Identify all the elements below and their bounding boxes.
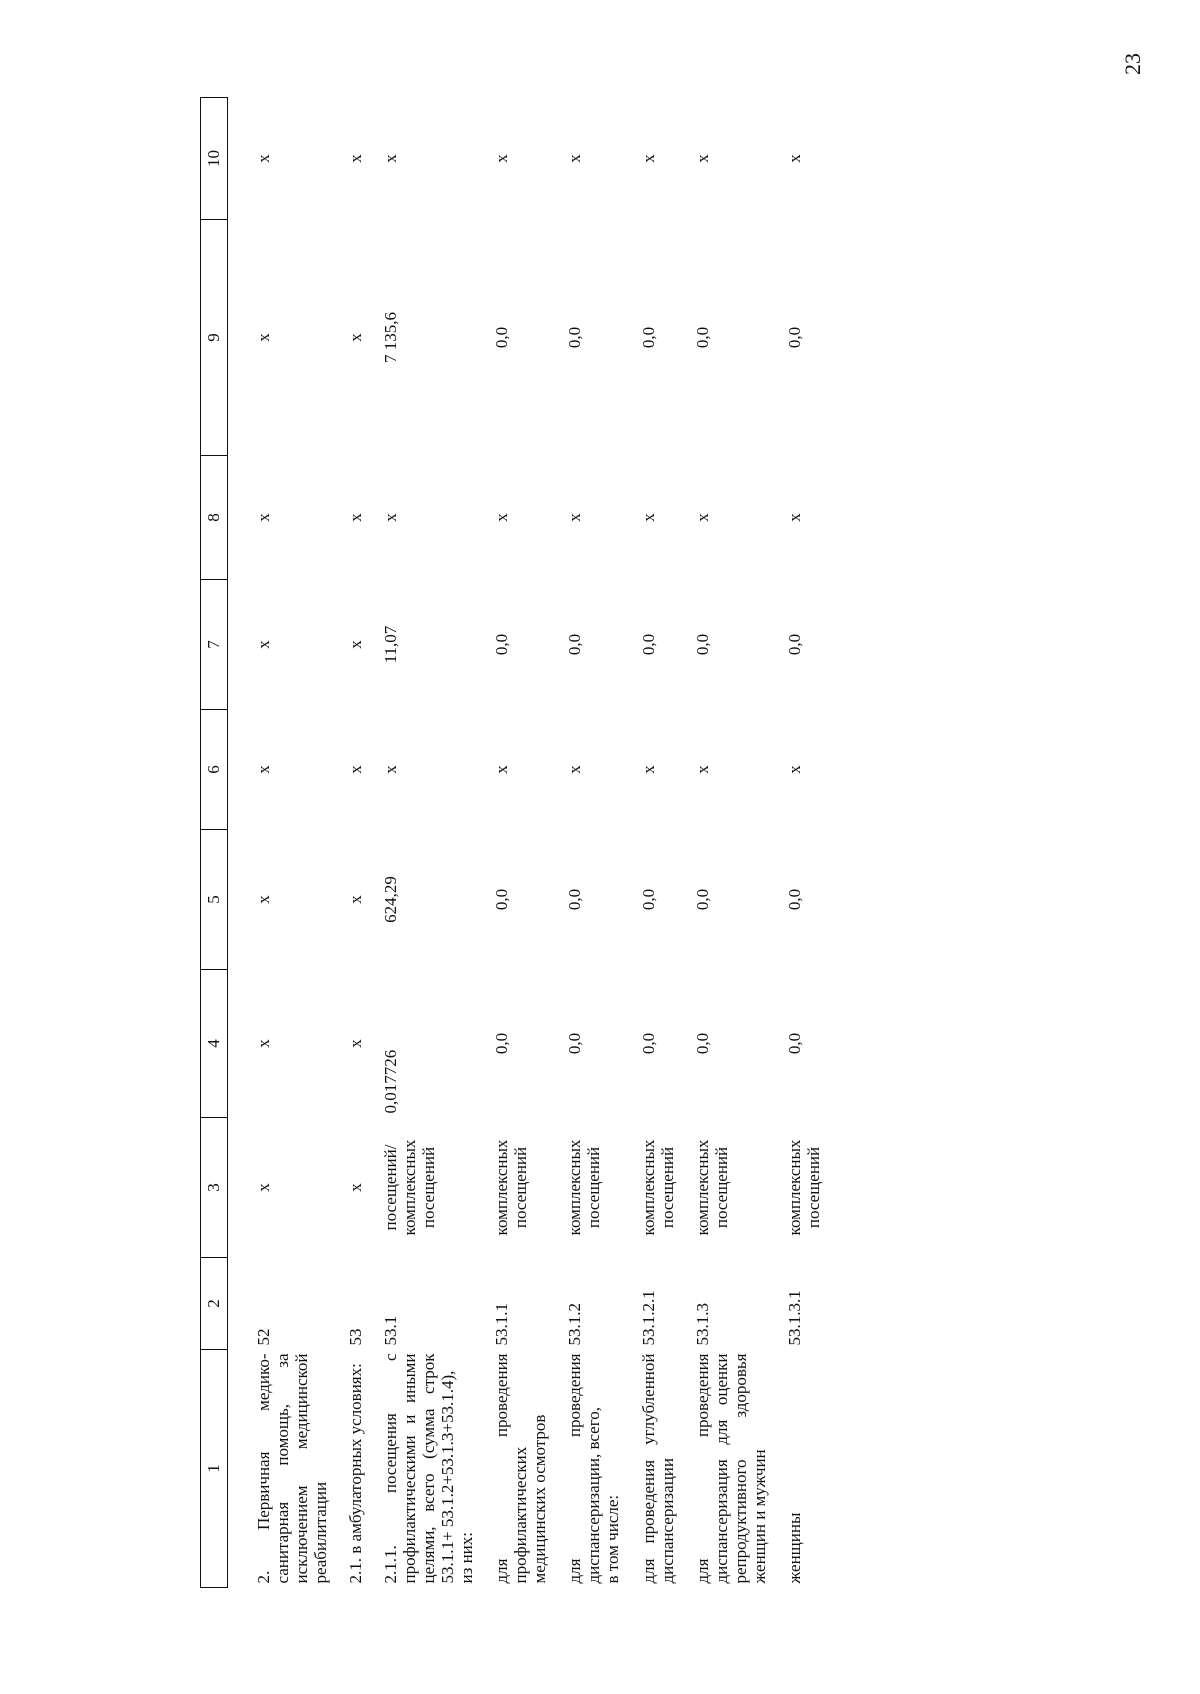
row-code: 53.1.2 (565, 1303, 585, 1346)
value-cell: x (784, 154, 804, 163)
value-cell: x (692, 154, 712, 163)
value-cell: 0,0 (638, 633, 658, 656)
value-cell: 0,0 (492, 633, 512, 656)
row-label-extra: в том числе: (603, 1494, 623, 1584)
value-cell: x (346, 640, 366, 649)
unit-cell: x (346, 1183, 366, 1192)
value-cell: x (254, 640, 273, 649)
value-cell: 0,0 (492, 1032, 512, 1055)
value-cell: x (565, 154, 585, 163)
value-cell: 0,0 (638, 888, 658, 911)
column-header-4: 4 (201, 970, 228, 1118)
column-header-9: 9 (201, 220, 228, 456)
value-cell: x (638, 765, 658, 774)
unit-cell: x (254, 1183, 273, 1192)
value-cell: x (492, 513, 512, 522)
unit-cell: посещений/ комплексных посещений (381, 1139, 439, 1236)
table-row (330, 98, 365, 1588)
value-cell: x (638, 513, 658, 522)
value-cell: 0,0 (638, 1032, 658, 1055)
value-cell: 7 135,6 (381, 312, 401, 363)
value-cell: 0,0 (565, 888, 585, 911)
data-table (200, 97, 823, 1588)
row-label: для проведения диспансеризация для оценки репродуктивного здоровья женщин и мужчин (692, 1353, 769, 1584)
value-cell: 0,0 (565, 326, 585, 349)
header-row (201, 98, 228, 1588)
value-cell: x (254, 154, 273, 163)
table-row (769, 98, 823, 1588)
value-cell: x (492, 154, 512, 163)
value-cell: x (346, 154, 366, 163)
column-header-2: 2 (201, 1258, 228, 1350)
row-label: 2. Первичная медико-санитарная помощь, за исключением медицинской реабилитации (254, 1353, 331, 1584)
value-cell: x (565, 765, 585, 774)
row-code: 53.1 (381, 1315, 401, 1346)
value-cell: x (692, 513, 712, 522)
column-header-6: 6 (201, 710, 228, 830)
value-cell: x (381, 513, 401, 522)
value-cell: 0,0 (638, 326, 658, 349)
row-code: 53.1.3 (692, 1303, 712, 1346)
table-row (228, 98, 331, 1588)
value-cell: x (254, 513, 273, 522)
column-header-10: 10 (201, 98, 228, 220)
row-label: 2.1.1. посещения с профилактическими и иными целями, всего (сумма строк 53.1.1+ 53.1.2+53.1.3+53.1.4), (381, 1353, 458, 1584)
value-cell: x (254, 1039, 273, 1048)
value-cell: x (638, 154, 658, 163)
value-cell: x (784, 513, 804, 522)
unit-cell: комплексных посещений (692, 1139, 731, 1236)
column-header-8: 8 (201, 456, 228, 580)
row-label: для проведения диспансеризации, всего, (565, 1353, 604, 1584)
table-row (623, 98, 677, 1588)
table-row (677, 98, 769, 1588)
value-cell: 0,0 (692, 633, 712, 656)
value-cell: 0,0 (784, 888, 804, 911)
rotated-table-container (200, 98, 1000, 1588)
value-cell: 11,07 (381, 625, 401, 664)
row-label: женщины (784, 1512, 804, 1584)
value-cell: 0,0 (492, 888, 512, 911)
value-cell: 0,0 (784, 633, 804, 656)
unit-cell: комплексных посещений (565, 1139, 604, 1236)
table-row (476, 98, 549, 1588)
value-cell: x (346, 333, 366, 342)
value-cell: x (346, 895, 366, 904)
row-label-cell (365, 1350, 476, 1588)
page-number: 23 (1120, 53, 1145, 75)
row-label: для проведения профилактических медицинских осмотров (492, 1353, 550, 1584)
value-cell: x (381, 765, 401, 774)
value-cell: 0,0 (565, 1032, 585, 1055)
row-code: 53 (346, 1328, 366, 1346)
value-cell: x (254, 765, 273, 774)
row-code: 53.1.3.1 (784, 1290, 804, 1346)
value-cell: 0,017726 (381, 1049, 401, 1114)
column-header-5: 5 (201, 830, 228, 970)
column-header-3: 3 (201, 1118, 228, 1258)
value-cell: x (381, 154, 401, 163)
value-cell: x (492, 765, 512, 774)
value-cell: 0,0 (565, 633, 585, 656)
value-cell: 0,0 (692, 888, 712, 911)
row-code: 53.1.1 (492, 1303, 512, 1346)
value-cell: x (254, 895, 273, 904)
value-cell: x (784, 765, 804, 774)
row-label-extra: из них: (457, 1532, 477, 1584)
value-cell: x (565, 513, 585, 522)
column-header-7: 7 (201, 580, 228, 710)
value-cell: 0,0 (784, 1032, 804, 1055)
value-cell: 0,0 (492, 326, 512, 349)
row-label: 2.1. в амбулаторных условиях: (346, 1363, 366, 1584)
row-label-cell (549, 1350, 622, 1588)
unit-cell: комплексных посещений (492, 1139, 531, 1236)
row-label: для проведения углубленной диспансеризации (638, 1353, 677, 1584)
value-cell: 0,0 (692, 326, 712, 349)
unit-cell: комплексных посещений (784, 1139, 823, 1236)
table-row (365, 98, 476, 1588)
row-code: 52 (254, 1328, 273, 1346)
value-cell: 0,0 (692, 1032, 712, 1055)
unit-cell: комплексных посещений (638, 1139, 677, 1236)
table-row (549, 98, 622, 1588)
value-cell: 0,0 (784, 326, 804, 349)
row-code: 53.1.2.1 (638, 1290, 658, 1346)
value-cell: x (346, 1039, 366, 1048)
value-cell: 624,29 (381, 876, 401, 923)
value-cell: x (346, 513, 366, 522)
value-cell: x (692, 765, 712, 774)
value-cell: x (254, 333, 273, 342)
value-cell: x (346, 765, 366, 774)
column-header-1: 1 (201, 1350, 228, 1588)
